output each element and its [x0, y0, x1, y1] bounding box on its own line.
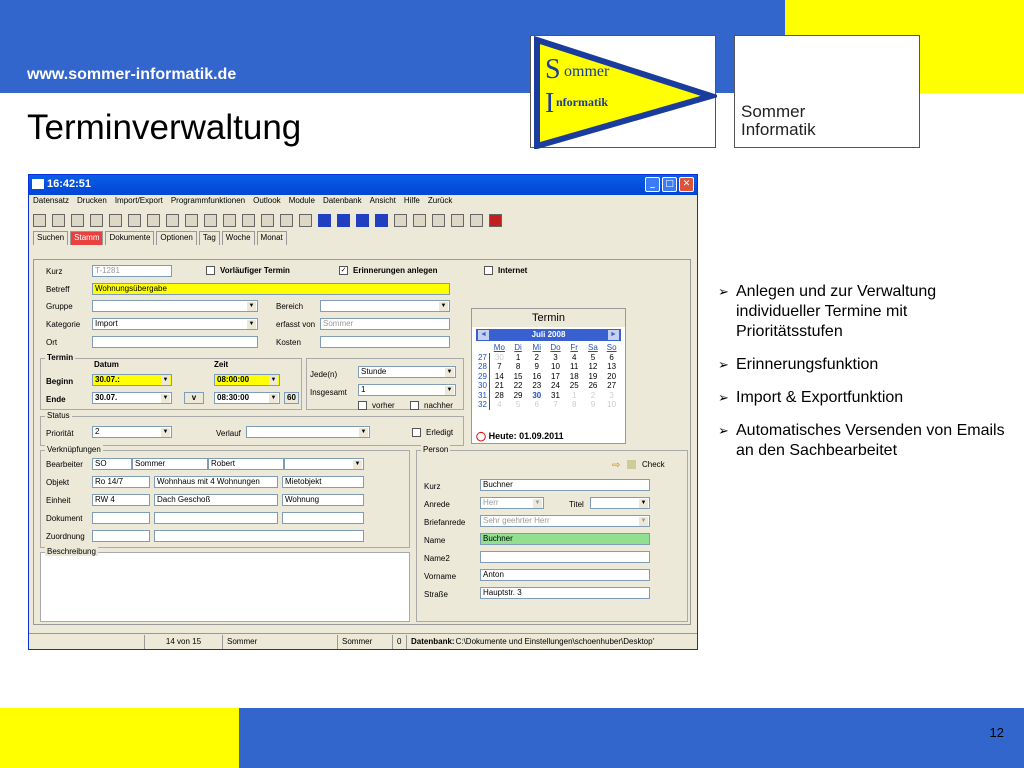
einheit-field-3[interactable]: Wohnung: [282, 494, 364, 506]
app-icon: [32, 179, 44, 189]
internet-checkbox[interactable]: [484, 266, 493, 275]
bottom-blue-band: [239, 708, 1024, 768]
einheit-label: Einheit: [46, 496, 71, 505]
pennant-logo: [530, 35, 716, 148]
weekday-sa: Sa: [588, 343, 598, 352]
calendar-day[interactable]: 18: [569, 371, 579, 381]
menu-outlook[interactable]: Outlook: [253, 196, 281, 205]
jeden-label: Jede(n): [310, 370, 338, 379]
bullet-item: ➢ Automatisches Versenden von Emails an den Sachbearbeitet: [718, 421, 1018, 461]
weekday-di: Di: [514, 343, 522, 352]
slide-title: Terminverwaltung: [27, 108, 302, 147]
status-group-title: Status: [47, 411, 70, 420]
tab-stamm[interactable]: Stamm: [70, 231, 103, 245]
window-titlebar: [29, 175, 697, 195]
menu-drucken[interactable]: Drucken: [77, 196, 107, 205]
vorname-field[interactable]: Anton: [480, 569, 650, 581]
filter-icon[interactable]: [223, 214, 236, 227]
week-number: 29: [476, 372, 490, 382]
kategorie-dropdown[interactable]: Import ▼: [92, 318, 258, 330]
weekday-mi: Mi: [532, 343, 541, 352]
calendar-day[interactable]: 20: [607, 371, 617, 381]
vorname-label: Vorname: [424, 572, 457, 581]
calendar-day[interactable]: 3: [609, 390, 614, 400]
calendar-day[interactable]: 8: [571, 400, 577, 409]
insgesamt-dropdown[interactable]: 1 ▼: [358, 384, 456, 396]
maximize-button[interactable]: □: [662, 177, 677, 192]
menu-import-export[interactable]: Import/Export: [114, 196, 163, 205]
vorher-label: vorher: [372, 401, 395, 410]
calendar-day[interactable]: 10: [607, 400, 617, 409]
menu-ansicht[interactable]: Ansicht: [369, 196, 396, 205]
dokument-field-3[interactable]: [282, 512, 364, 524]
close-button[interactable]: ✕: [679, 177, 694, 192]
status-user1: Sommer: [223, 635, 338, 649]
dokument-field-1[interactable]: [92, 512, 150, 524]
calendar-day[interactable]: 7: [497, 362, 502, 371]
calendar-day[interactable]: 4: [497, 400, 502, 409]
bearbeiter-dropdown[interactable]: [284, 458, 364, 470]
prev-month-button[interactable]: ◄: [478, 330, 489, 340]
calendar-day[interactable]: 13: [607, 362, 617, 371]
vorher-checkbox[interactable]: [358, 401, 367, 410]
calendar-day[interactable]: 5: [515, 400, 521, 409]
datum-label: Datum: [94, 360, 119, 369]
verlauf-dropdown[interactable]: [246, 426, 370, 438]
next-record-icon[interactable]: [280, 214, 293, 227]
calendar-day[interactable]: 28: [494, 390, 504, 400]
verknuepfungen-group-title: Verknüpfungen: [47, 445, 101, 454]
objekt-field-3[interactable]: Mietobjekt: [282, 476, 364, 488]
bereich-dropdown[interactable]: [320, 300, 450, 312]
internet-label: Internet: [498, 266, 528, 275]
strasse-label: Straße: [424, 590, 449, 599]
week-number: 31: [476, 391, 490, 401]
check-doc-icon[interactable]: [627, 460, 636, 469]
sixty-button[interactable]: 60: [284, 392, 299, 404]
status-user2: Sommer: [338, 635, 393, 649]
today-label: Heute: 01.09.2011: [488, 431, 564, 441]
objekt-field-2[interactable]: Wohnhaus mit 4 Wohnungen: [154, 476, 278, 488]
zuordnung-field-2[interactable]: [154, 530, 364, 542]
status-db-label: Datenbank:: [411, 636, 455, 646]
calendar-day[interactable]: 11: [570, 362, 579, 371]
calendar-day-selected[interactable]: 30: [532, 390, 542, 400]
menu-bar: [29, 195, 697, 209]
prioritaet-dropdown[interactable]: 2 ▼: [92, 426, 172, 438]
today-link[interactable]: [476, 431, 564, 442]
send-icon-1[interactable]: [318, 214, 331, 227]
bottom-yellow-band: [0, 708, 239, 768]
calendar-icon[interactable]: [394, 214, 407, 227]
status-db-path: C:\Dokumente und Einstellungen\schoenhuber\Desktop': [455, 636, 655, 646]
record-counter: 14 von 15: [145, 635, 223, 649]
termin-group-title: Termin: [47, 353, 74, 362]
binoculars-icon[interactable]: [109, 214, 122, 227]
logo-s-letter: S: [545, 54, 561, 85]
erfasst-label: erfasst von: [276, 320, 316, 329]
verlauf-label: Verlauf: [216, 429, 241, 438]
first-record-icon[interactable]: [242, 214, 255, 227]
ende-datum-field[interactable]: 30.07. ▼: [92, 392, 172, 404]
print-icon[interactable]: [33, 214, 46, 227]
objekt-label: Objekt: [46, 478, 70, 487]
calendar-widget: [471, 308, 626, 444]
titel-dropdown[interactable]: [590, 497, 650, 509]
briefanrede-label: Briefanrede: [424, 518, 466, 527]
bearbeiter-nachname[interactable]: Sommer: [132, 458, 208, 470]
website-url: www.sommer-informatik.de: [27, 66, 237, 83]
weekday-mo: Mo: [493, 343, 505, 352]
erinnerungen-label: Erinnerungen anlegen: [353, 266, 438, 275]
menu-zurueck[interactable]: Zurück: [427, 196, 453, 205]
titel-label: Titel: [569, 500, 584, 509]
calendar-day[interactable]: 17: [551, 371, 560, 381]
calendar-day[interactable]: 9: [534, 362, 539, 371]
betreff-field[interactable]: Wohnungsübergabe: [92, 283, 450, 295]
check-label[interactable]: Check: [642, 460, 665, 469]
toolbar: [29, 209, 697, 231]
logo-ommer: ommer: [564, 63, 610, 80]
tab-suchen[interactable]: Suchen: [33, 231, 68, 245]
bullet-list: [718, 282, 1018, 474]
calendar-day[interactable]: 10: [551, 362, 560, 371]
calendar-day[interactable]: 2: [534, 352, 539, 362]
objekt-field-1[interactable]: Ro 14/7: [92, 476, 150, 488]
phone-icon[interactable]: [432, 214, 445, 227]
ende-label: Ende: [46, 395, 66, 404]
menu-module[interactable]: Module: [288, 196, 315, 205]
preview-icon[interactable]: [52, 214, 65, 227]
beginn-zeit-field[interactable]: 08:00:00 ▼: [214, 374, 280, 386]
einheit-field-1[interactable]: RW 4: [92, 494, 150, 506]
menu-datensatz[interactable]: Datensatz: [33, 196, 70, 205]
tab-monat[interactable]: Monat: [257, 231, 287, 245]
ort-field[interactable]: [92, 336, 258, 348]
kosten-field[interactable]: [320, 336, 450, 348]
calendar-day[interactable]: 21: [494, 381, 504, 390]
tab-woche[interactable]: Woche: [222, 231, 255, 245]
tab-tag[interactable]: Tag: [199, 231, 220, 245]
page-number: 12: [989, 725, 1004, 740]
calendar-day[interactable]: 5: [590, 352, 596, 362]
calendar-day[interactable]: 27: [607, 381, 617, 390]
window-title: 16:42:51: [47, 178, 92, 190]
bearbeiter-label: Bearbeiter: [46, 460, 83, 469]
beginn-datum-field[interactable]: 30.07.: ▼: [92, 374, 172, 386]
calendar-day[interactable]: 9: [590, 400, 596, 409]
vorlaeufig-checkbox[interactable]: [206, 266, 215, 275]
strasse-field[interactable]: Hauptstr. 3: [480, 587, 650, 599]
calendar-day[interactable]: 2: [590, 390, 596, 400]
calendar-header: Termin: [472, 309, 625, 327]
weekday-so: So: [606, 343, 617, 352]
weekday-fr: Fr: [570, 343, 578, 352]
anrede-label: Anrede: [424, 500, 450, 509]
kategorie-label: Kategorie: [46, 320, 81, 329]
erinnerungen-checkbox[interactable]: ✓: [340, 267, 347, 274]
calendar-month: Juli 2008: [531, 330, 566, 339]
anrede-dropdown[interactable]: Herr ▼: [480, 497, 544, 509]
folder-icon[interactable]: [128, 214, 141, 227]
pennant-logo-graphic: [531, 36, 717, 149]
calendar-month-nav: [476, 329, 621, 341]
next-month-button[interactable]: ►: [608, 330, 619, 340]
erledigt-checkbox[interactable]: [412, 428, 421, 437]
arrow-right-icon[interactable]: ⇨: [612, 460, 621, 471]
zuordnung-field-1[interactable]: [92, 530, 150, 542]
calendar-day[interactable]: 7: [553, 400, 558, 409]
bullet-item: ➢ Erinnerungsfunktion: [718, 355, 1018, 375]
today-circle-icon: ◯: [476, 431, 487, 441]
einheit-field-2[interactable]: Dach Geschoß: [154, 494, 278, 506]
v-button[interactable]: v: [184, 392, 204, 404]
vorlaeufig-label: Vorläufiger Termin: [220, 266, 290, 275]
calendar-day[interactable]: 15: [513, 371, 523, 381]
week-number: 30: [476, 381, 490, 391]
logo2-line1: Sommer: [741, 102, 806, 121]
tab-strip: [29, 231, 697, 245]
calendar-day[interactable]: 1: [515, 352, 521, 362]
calendar-day[interactable]: 6: [534, 400, 539, 409]
gruppe-label: Gruppe: [46, 302, 73, 311]
send-icon-4[interactable]: [375, 214, 388, 227]
tab-optionen[interactable]: Optionen: [156, 231, 196, 245]
tools-icon[interactable]: [166, 214, 179, 227]
calendar-day[interactable]: 22: [513, 381, 523, 390]
menu-datenbank[interactable]: Datenbank: [322, 196, 362, 205]
logo2-line2: Informatik: [741, 120, 816, 139]
nachher-label: nachher: [424, 401, 453, 410]
jeden-dropdown[interactable]: Stunde ▼: [358, 366, 456, 378]
calendar-grid: [472, 341, 625, 412]
zeit-label: Zeit: [214, 360, 229, 369]
logo-nformatik: nformatik: [556, 95, 608, 109]
menu-hilfe[interactable]: Hilfe: [403, 196, 420, 205]
pencil-icon[interactable]: [451, 214, 464, 227]
note-icon[interactable]: [413, 214, 426, 227]
betreff-label: Betreff: [46, 285, 70, 294]
bullet-item: ➢ Import & Exportfunktion: [718, 388, 1018, 408]
calendar-day[interactable]: 1: [571, 390, 577, 400]
kurz-field[interactable]: T-1281: [92, 265, 172, 277]
calendar-day[interactable]: 29: [513, 390, 523, 400]
prev-record-icon[interactable]: [261, 214, 274, 227]
person-kurz-field[interactable]: Buchner: [480, 479, 650, 491]
send-icon-3[interactable]: [356, 214, 369, 227]
status-zero: 0: [393, 635, 407, 649]
app-window: [28, 174, 698, 650]
bearbeiter-kuerzel[interactable]: SO: [92, 458, 132, 470]
person-kurz-label: Kurz: [424, 482, 441, 491]
status-bar: [29, 633, 697, 649]
insgesamt-label: Insgesamt: [310, 388, 347, 397]
beschreibung-title: Beschreibung: [47, 547, 96, 556]
name-field[interactable]: Buchner: [480, 533, 650, 545]
calendar-day[interactable]: 14: [494, 371, 504, 381]
name2-field[interactable]: [480, 551, 650, 563]
bereich-label: Bereich: [276, 302, 304, 311]
week-number: 27: [476, 353, 490, 363]
erfasst-field[interactable]: Sommer: [320, 318, 450, 330]
calendar-day[interactable]: 24: [551, 381, 560, 390]
last-record-icon[interactable]: [299, 214, 312, 227]
bullet-item: ➢ Anlegen und zur Verwaltung individueller Termine mit Prioritätsstufen: [718, 282, 1018, 342]
document-icon[interactable]: [147, 214, 160, 227]
calendar-day[interactable]: 6: [609, 352, 614, 362]
weekday-do: Do: [550, 343, 561, 352]
calendar-day[interactable]: 12: [588, 362, 598, 371]
send-icon-2[interactable]: [337, 214, 350, 227]
kosten-label: Kosten: [276, 338, 301, 347]
calendar-day[interactable]: 23: [532, 381, 542, 390]
beginn-label: Beginn: [46, 377, 74, 386]
gruppe-dropdown[interactable]: [92, 300, 258, 312]
minimize-button[interactable]: _: [645, 177, 660, 192]
help-icon[interactable]: [470, 214, 483, 227]
calendar-day[interactable]: 30: [494, 352, 504, 362]
name-label: Name: [424, 536, 446, 545]
beschreibung-textarea[interactable]: [40, 547, 410, 622]
status-cell-empty: [29, 635, 145, 649]
kurz-label: Kurz: [46, 267, 63, 276]
dokument-label: Dokument: [46, 514, 83, 523]
export-icon[interactable]: [71, 214, 84, 227]
bearbeiter-vorname[interactable]: Robert: [208, 458, 284, 470]
calendar-day[interactable]: 26: [588, 381, 598, 390]
briefanrede-dropdown[interactable]: Sehr geehrter Herr ▼: [480, 515, 650, 527]
save-icon[interactable]: [204, 214, 217, 227]
calendar-day[interactable]: 4: [571, 352, 577, 362]
nachher-checkbox[interactable]: [410, 401, 419, 410]
prioritaet-label: Priorität: [46, 429, 74, 438]
calendar-day[interactable]: 31: [551, 390, 560, 400]
ende-zeit-field[interactable]: 08:30:00 ▼: [214, 392, 280, 404]
calendar-day[interactable]: 25: [569, 381, 579, 390]
calendar-day[interactable]: 16: [532, 371, 542, 381]
logo-i-letter: I: [545, 88, 555, 119]
excel-icon[interactable]: [90, 214, 103, 227]
text-logo: [734, 35, 920, 148]
zuordnung-label: Zuordnung: [46, 532, 85, 541]
calendar-day[interactable]: 19: [588, 371, 598, 381]
calendar-day[interactable]: 8: [515, 362, 521, 371]
name2-label: Name2: [424, 554, 450, 563]
dokument-field-2[interactable]: [154, 512, 278, 524]
calendar-day[interactable]: 3: [553, 352, 558, 362]
week-number: 28: [476, 362, 490, 372]
ort-label: Ort: [46, 338, 58, 347]
menu-programmfunktionen[interactable]: Programmfunktionen: [170, 196, 246, 205]
person-group-title: Person: [423, 445, 449, 454]
erledigt-label: Erledigt: [426, 428, 454, 437]
exit-icon[interactable]: [489, 214, 502, 227]
refresh-icon[interactable]: [185, 214, 198, 227]
tab-dokumente[interactable]: Dokumente: [105, 231, 154, 245]
week-number: 32: [476, 400, 490, 410]
